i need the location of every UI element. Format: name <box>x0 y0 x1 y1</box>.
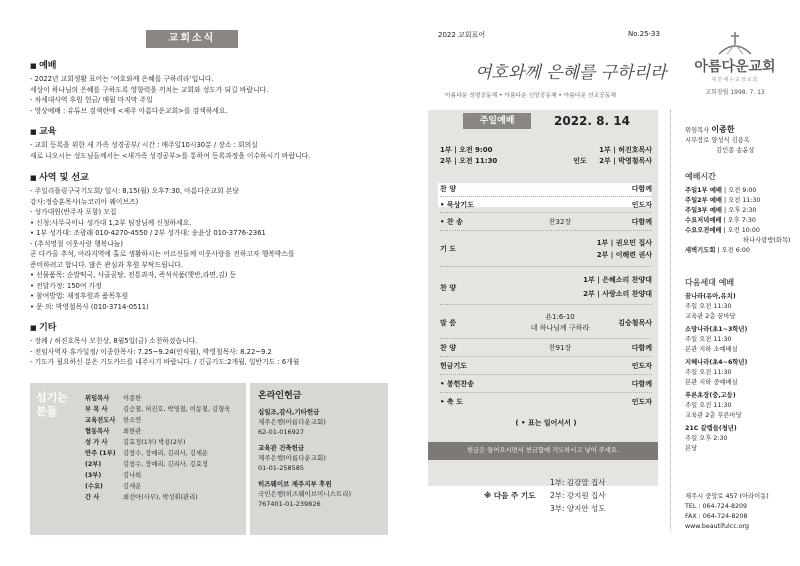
item: 헌금기도 <box>440 362 468 370</box>
text-line: - 주일리틀링구국기도회/ 일시: 8,15(월) 오후7:30, 아름다운교회 본당 <box>30 187 239 195</box>
detail: 찬32장 <box>548 218 572 226</box>
role: 간 사 <box>85 494 100 501</box>
group-place: 교육관 2층 꿈마당 <box>685 313 736 320</box>
divider <box>440 196 652 197</box>
issue-number: No.25-33 <box>628 30 660 38</box>
divider <box>440 212 652 213</box>
list-item: 주일1부 예배 | 오전 9:00 <box>685 187 757 194</box>
names: 이종한 <box>123 395 142 402</box>
role: (3부) <box>85 472 102 479</box>
detail: 찬91장 <box>548 344 572 352</box>
next-item: 2부: 강지원 집사 <box>550 491 606 500</box>
names: 한소연 <box>123 417 142 424</box>
group-name: 꿈나라(유아,유치) <box>685 293 736 300</box>
service-note: 하나사랑방(화목) <box>743 237 791 244</box>
news-badge: 교회소식 <box>146 30 238 48</box>
service-name: 주일2부 예배 <box>685 197 722 204</box>
group-place: 교육관 2층 푸른마당 <box>685 412 742 419</box>
online-giving <box>258 391 351 509</box>
time: 1부 | 오전 9:00 <box>440 146 493 154</box>
list-item <box>85 448 230 459</box>
host: 2부 | 박영철목사 <box>599 157 652 165</box>
account-head: 히즈웨이브 제주지부 후원 <box>258 480 332 488</box>
website-link[interactable]: www.beautifulcc.org <box>685 523 750 530</box>
next-gen-title: 다음세대 예배 <box>685 278 735 287</box>
service-times <box>685 172 791 256</box>
contact-info <box>685 492 769 532</box>
group-place: 본당 <box>685 445 698 452</box>
leader: 인도자 <box>631 201 652 209</box>
section-title: ■ 기타 <box>30 320 390 333</box>
list-item <box>85 393 230 404</box>
church-icon <box>715 30 755 56</box>
service-date: 2022. 8. 14 <box>554 114 630 128</box>
service-name: 수요오전예배 <box>685 227 722 234</box>
divider <box>440 338 652 339</box>
phone: TEL : 064-724-8209 <box>685 503 748 510</box>
divider <box>440 356 652 357</box>
leader: 다함께 <box>631 185 652 193</box>
item: • 봉헌찬송 <box>440 380 474 388</box>
motto-label: 2022 교회표어 <box>438 31 486 39</box>
divider <box>440 266 652 267</box>
group-time: 주일 오전 11:30 <box>685 369 732 376</box>
role: 부 목 사 <box>85 406 108 413</box>
role: 협동목사 <box>85 428 110 435</box>
service-name: 주일3부 예배 <box>685 207 722 214</box>
stand-note-text: ( • 표는 일어서서 ) <box>515 419 577 427</box>
group-name: 21C 갈렙들(청년) <box>685 425 737 432</box>
group-place: 본관 지하 중예배실 <box>685 379 738 386</box>
leader: 다함께 <box>631 380 652 388</box>
item: • 찬 송 <box>440 218 463 226</box>
text-line: - 기도가 필요하신 분은 기도카드를 내주시기 바랍니다. / 긴급기도:2개월, 일반기도 : 6개월 <box>30 358 300 366</box>
list-item <box>85 492 230 503</box>
names: 최한관 <box>123 428 142 435</box>
list-item <box>85 437 230 448</box>
divider <box>440 304 652 305</box>
names: 김세운 <box>123 483 142 490</box>
service-name: 수요저녁예배 <box>685 217 722 224</box>
text-line: • 1부 성가대: 조광래 010-4270-4550 / 2부 성가대: 송윤상 010-3776-2361 <box>30 229 266 237</box>
text-line: - 차세대사역 후원 헌금/ 매월 마지막 주일 <box>30 96 153 104</box>
group-time: 주일 오전 11:30 <box>685 336 732 343</box>
item: 찬 양 <box>440 185 456 193</box>
text-line: - (추석명절 이웃사랑 행복나눔) <box>30 239 124 248</box>
account-bank: 제주은행(아름다운교회) <box>258 418 326 426</box>
service-time: 오후 2:30 <box>728 207 757 214</box>
text-line: 세상이 하나님의 은혜를 구하도록 영향력을 끼치는 교회와 성도가 되길 바랍니다. <box>30 85 269 94</box>
item: 찬 양 <box>440 284 456 292</box>
section-education <box>30 124 390 161</box>
church-name: 아름다운교회 <box>694 59 776 75</box>
text-line: - 성가대원(반주자 포함) 모집 <box>30 208 117 216</box>
offering-note: 헌금은 들어오시면서 헌금함에 기도하시고 넣어 주세요. <box>428 442 658 460</box>
people-list <box>85 393 230 503</box>
account-number: 01-01-258585 <box>258 464 305 472</box>
next-week-prayer <box>484 476 606 515</box>
next-label: ※ 다음 주 기도 <box>484 491 536 500</box>
account-head: 십일조,감사,기타헌금 <box>258 408 320 416</box>
account-bank: 국민은행(히즈웨이브미니스트리) <box>258 490 351 498</box>
text-line: - 교회 등록을 위한 새 가족 성경공부/ 시간 : 매주일10시30분 / 장소 : 회의실 <box>30 141 258 149</box>
text-line: 준비하려고 합니다. 많은 관심과 후원 부탁드립니다. <box>30 260 184 269</box>
list-item: 주일3부 예배 | 오후 2:30 <box>685 207 757 214</box>
leader: 2부 | 사랑소리 찬양대 <box>583 290 652 298</box>
names: 최선아(사무), 박성휘(관리) <box>123 494 198 501</box>
people-title-line: 섬기는 <box>36 391 68 404</box>
group-time: 주일 오전 11:30 <box>685 402 732 409</box>
leader: 김승철목사 <box>618 319 652 327</box>
slogan: 여호와께 은혜를 구하리라 <box>475 63 667 83</box>
divider <box>440 230 652 231</box>
role: (수요) <box>85 483 103 490</box>
online-title: 온라인헌금 <box>258 391 302 401</box>
order-badge: 주일예배 <box>463 113 531 129</box>
text-line: • 전달가정: 150여 가정 <box>30 281 102 290</box>
pastor-name: 이종한 <box>711 125 735 134</box>
text-line: • 참여방법: 재정후원과 품목후원 <box>30 292 129 300</box>
account-bank: 제주은행(아름다운교회) <box>258 454 326 462</box>
fax: FAX : 064-724-8208 <box>685 513 748 520</box>
role: 위임목사 <box>85 395 110 402</box>
founded-date: 교회창립 1998. 7. 13 <box>705 89 765 96</box>
service-name: 새벽기도회 <box>685 247 716 254</box>
host-label: 인도 <box>573 157 587 165</box>
section-title: ■ 교육 <box>30 124 390 137</box>
address: 제주시 중앙로 457 (아라이동) <box>685 493 769 500</box>
leader: 1부 | 은혜소리 찬양대 <box>583 276 652 284</box>
section-etc <box>30 320 390 368</box>
service-time: 오전 10:00 <box>727 227 760 234</box>
list-item <box>85 404 230 415</box>
stand-note <box>440 418 652 428</box>
item: 기 도 <box>440 245 456 253</box>
account-number: 767401-01-239826 <box>258 500 321 508</box>
list-item <box>85 415 230 426</box>
group-time: 주일 오전 11:30 <box>685 303 732 310</box>
service-time: 오후 7:30 <box>727 217 756 224</box>
times-title: 예배시간 <box>685 172 716 181</box>
divider <box>440 374 652 375</box>
church-logo <box>690 30 780 96</box>
detail: 욘1:6-10 <box>545 313 575 321</box>
names: 김승철, 허진호, 박영철, 이동철, 김형욱 <box>123 406 231 413</box>
names: 김창수, 장예리, 김리사, 김효정 <box>123 461 209 468</box>
role: (2부) <box>85 461 102 468</box>
leader: 인도자 <box>631 398 652 406</box>
leader: 2부 | 이해련 권사 <box>596 251 652 259</box>
list-item: 수요오전예배 | 오전 10:00 <box>685 227 760 234</box>
section-title: ■ 예배 <box>30 58 390 71</box>
elders: 양성식 김용옥 <box>711 137 750 144</box>
text-line: 새로 나오시는 성도님들께서는 <새가족 성경공부>를 통하여 등록과정을 이수하시기 바랍니다. <box>30 151 311 160</box>
role: 교육전도사 <box>85 417 116 424</box>
role: 시무장로 <box>685 137 710 144</box>
divider <box>440 392 652 393</box>
text-line: 곧 다가올 추석, 아라지역에 홀로 생활하시는 어르신들께 이웃사랑을 전하고자 행복박스를 <box>30 250 295 258</box>
service-name: 주일1부 예배 <box>685 187 722 194</box>
item: 말 씀 <box>440 319 456 327</box>
leader: 1부 | 권오민 집사 <box>596 239 652 247</box>
host: 1부 | 허진호목사 <box>599 146 652 154</box>
role: 위임목사 <box>685 127 710 134</box>
leader: 다함께 <box>631 344 652 352</box>
names: 김효정(1부) 박용(2부) <box>123 439 186 446</box>
next-generation <box>685 278 747 454</box>
item: 찬 양 <box>440 344 456 352</box>
role: 반주 (1부) <box>85 450 116 457</box>
text-line: 강사:정승훈목사(뉴코리아 웨이브즈) <box>30 197 139 206</box>
leader: 인도자 <box>631 362 652 370</box>
section-mission <box>30 170 390 312</box>
text-line: • 선물품목: 순발떡국, 사골곰탕, 전통과자, 즉석식품(햇반,라면,김) 등 <box>30 271 237 279</box>
text-line: - 영상예배 : 유튜브 검색란에 <제주 아름다운교회>를 검색하세요. <box>30 106 228 115</box>
item: • 축 도 <box>440 398 463 406</box>
text-line: - 전임사역자 휴가일정/ 이종한목사: 7.25~9.24(안식월), 박영철목사: 8.22~9.2 <box>30 347 272 356</box>
account-head: 교육관 건축헌금 <box>258 444 305 452</box>
next-item: 3부: 양지안 성도 <box>550 504 606 513</box>
text-line: • 문 의: 박영철목사 (010-3714-0511) <box>30 302 149 311</box>
people-title <box>36 391 68 419</box>
pastor-info <box>685 125 755 156</box>
item: • 묵상기도 <box>440 201 474 209</box>
list-item <box>85 426 230 437</box>
column-divider <box>670 110 671 530</box>
group-name: 푸른초장(중,고등) <box>685 392 736 399</box>
service-time: 오전 6:00 <box>721 247 750 254</box>
time: 2부 | 오전 11:30 <box>440 157 498 165</box>
community-groups: 아름다운 성령공동체 • 아름다운 신앙공동체 • 아름다운 선교공동체 <box>445 93 616 99</box>
detail: 네 하나님께 구하라 <box>530 324 590 332</box>
list-item: 새벽기도회 | 오전 6:00 <box>685 247 750 254</box>
names: 김창수, 장예리, 김리사, 김세운 <box>123 450 209 457</box>
text-line: - 장례 / 허진호목사 모친상, 8월5일(금) 소천하셨습니다. <box>30 337 198 345</box>
names: 김나희 <box>123 472 142 479</box>
group-time: 주일 오후 2:30 <box>685 435 728 442</box>
group-name: 지혜나라(초4~6학년) <box>685 359 748 366</box>
list-item <box>85 481 230 492</box>
next-item: 1부: 김강말 집사 <box>550 478 606 487</box>
denomination: 대한예수교장로회 <box>711 77 759 83</box>
role: 성 가 사 <box>85 439 108 446</box>
text-line: • 신청:사무국이나 성가대 1,2부 팀장님께 신청하세요. <box>30 218 192 227</box>
account-number: 62-01-016927 <box>258 428 305 436</box>
text-line: - 2022년 교회생활 표어는 ‘여호와께 은혜를 구하리라’입니다. <box>30 75 214 83</box>
leader: 다함께 <box>631 218 652 226</box>
list-item: 수요저녁예배 | 오후 7:30 <box>685 217 756 224</box>
service-time: 오전 11:30 <box>728 197 761 204</box>
section-title: ■ 사역 및 선교 <box>30 170 390 183</box>
list-item: 주일2부 예배 | 오전 11:30 <box>685 197 761 204</box>
group-name: 소망나라(초1~3학년) <box>685 326 748 333</box>
section-worship <box>30 58 390 116</box>
list-item <box>85 459 230 470</box>
people-title-line: 분들 <box>36 405 58 418</box>
elders: 김인종 송윤상 <box>716 147 755 154</box>
group-place: 본관 지하 소예배실 <box>685 346 738 353</box>
service-time: 오전 9:00 <box>728 187 757 194</box>
list-item <box>85 470 230 481</box>
